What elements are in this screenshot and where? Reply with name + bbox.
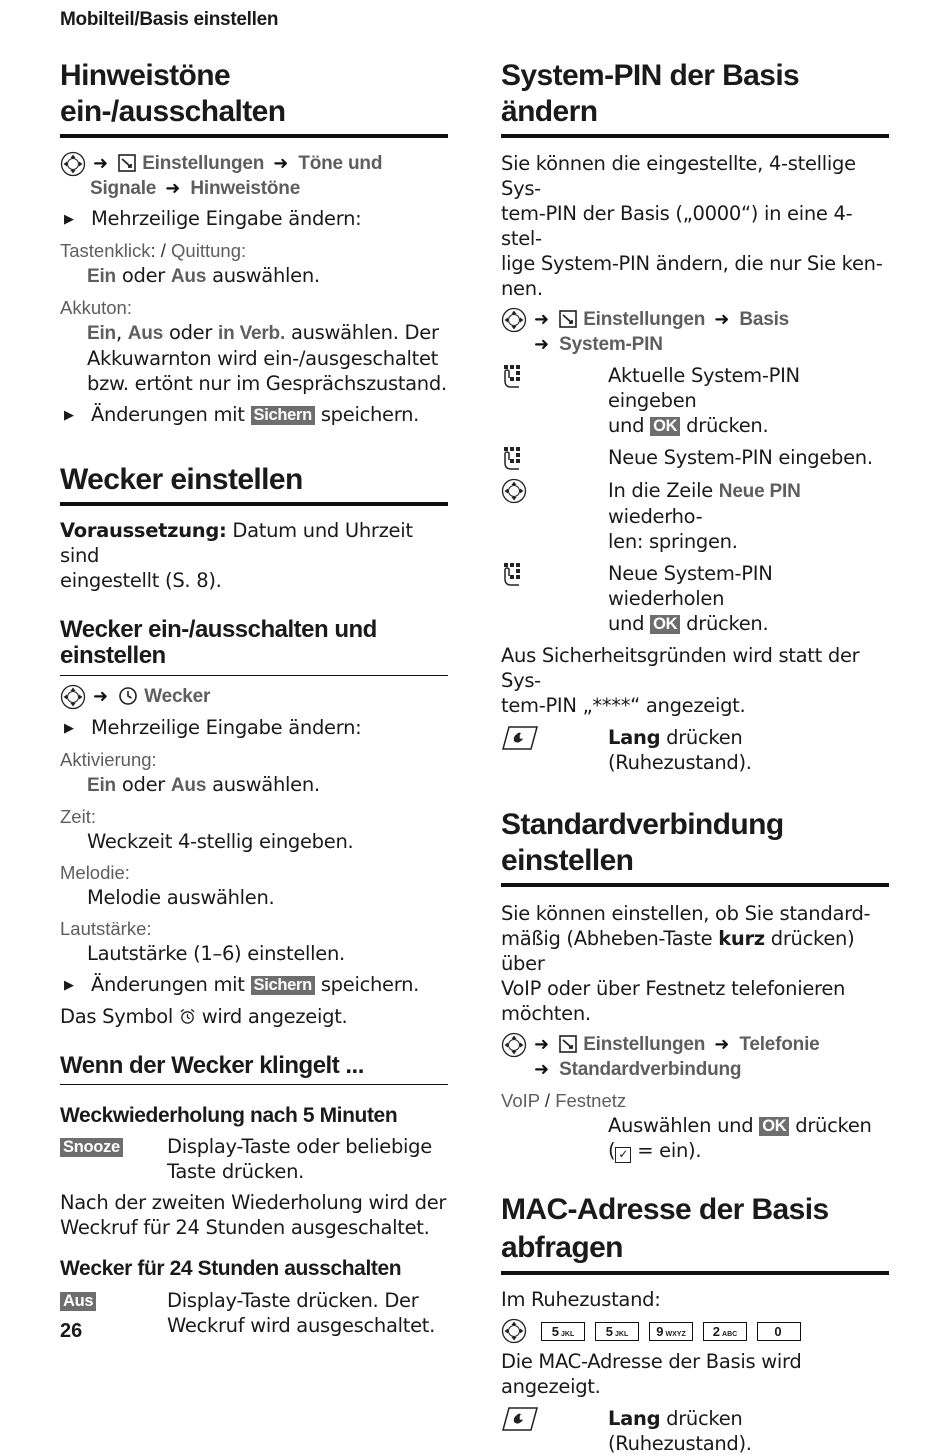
key-action-text: Display-Taste drücken. Der Weckruf wird ausgeschaltet. [167,1288,436,1337]
arrow-icon: ➜ [534,1059,550,1080]
field-label: Aktivierung: [60,748,157,770]
display-key-aus: Aus [60,1292,96,1311]
menu-item: Basis [739,309,790,330]
instruction-step [60,206,448,232]
key-action-row [501,363,889,438]
key-action-row [60,1134,448,1184]
paragraph: Nach der zweiten Wiederholung wird der Weckruf für 24 Stunden ausgeschaltet. [60,1191,447,1240]
paragraph: Die MAC-Adresse der Basis wird angezeigt. [501,1350,802,1398]
navigation-key-icon [501,478,527,504]
key-action-text: In die Zeile Neue PIN wiederho- len: springen. [608,479,801,553]
arrow-icon: ➜ [534,1034,550,1055]
display-key-ok: OK [650,615,680,634]
section-title-system-pin: System-PIN der Basis ändern [501,52,889,138]
key-action-row [501,445,889,471]
arrow-icon: ➜ [93,685,109,707]
running-header: Mobilteil/Basis einstellen [60,9,279,30]
bullet-triangle-icon: ▶ [64,720,74,736]
key-action-text: Aktuelle System-PIN eingeben und OK drücken. [608,364,800,437]
display-key-sichern: Sichern [251,976,315,995]
arrow-icon: ➜ [273,153,289,174]
display-key-ok: OK [650,417,680,436]
keypad-icon [501,561,527,587]
field-description: Lautstärke (1–6) einstellen. [87,941,345,965]
clock-icon [118,686,138,706]
display-key-sichern: Sichern [251,406,315,425]
symbol-note: Das Symbol wird angezeigt. [60,1004,348,1028]
navigation-key-icon [60,684,86,710]
key-action-text: Lang drücken (Ruhezustand). [608,726,752,774]
navigation-key-icon [60,151,86,177]
navigation-key-icon [501,1318,527,1344]
subsubsection-title: Weckwiederholung nach 5 Minuten [60,1104,398,1128]
menu-item: Wecker [144,685,211,707]
field-label: Lautstärke: [60,917,152,939]
instruction-step: ▶ Änderungen mit Sichern speichern. [60,972,448,998]
field-description: Melodie auswählen. [87,885,275,909]
menu-item: Hinweistöne [190,178,301,199]
navigation-key-icon [501,1032,527,1058]
menu-item: Telefonie [739,1034,820,1055]
paragraph: Aus Sicherheitsgründen wird statt der Sys- tem-PIN „****“ angezeigt. [501,644,860,717]
arrow-icon: ➜ [165,178,181,199]
nav-path [60,151,448,201]
key-action-row [501,725,889,775]
settings-menu-icon [559,1035,577,1053]
field-label: Melodie: [60,861,130,883]
field-label: Akkuton: [60,297,132,318]
arrow-icon: ➜ [534,334,550,355]
step-text: Mehrzeilige Eingabe ändern: [91,715,362,739]
arrow-icon: ➜ [93,153,109,174]
right-column [501,52,889,1456]
nav-path [501,307,889,357]
navigation-key-icon [501,307,527,333]
section-title-standardverbindung: Standardverbindung einstellen [501,801,889,887]
subsection-title: Wenn der Wecker klingelt ... [60,1053,448,1085]
key-action-text: Display-Taste oder beliebige Taste drücken. [167,1135,432,1184]
menu-item: Einstellungen [583,1034,706,1055]
number-key-0: 0 [757,1322,801,1341]
end-call-key-icon [501,725,539,751]
field-description: Auswählen und OK drücken ( ✓ = ein). [608,1114,872,1162]
prerequisite: Voraussetzung: Datum und Uhrzeit sind eingestellt (S. 8). [60,519,413,592]
menu-item: Töne und Signale [90,153,383,199]
bullet-triangle-icon: ▶ [64,408,74,423]
left-column [60,52,448,1338]
key-sequence [501,1318,889,1344]
field-label: Tastenklick: / Quittung: [60,240,247,261]
number-key-5: 5 JKL [595,1322,639,1341]
settings-menu-icon [559,310,577,328]
key-action-text: Lang drücken (Ruhezustand). [608,1407,752,1455]
number-key-2: 2 ABC [703,1322,747,1341]
key-action-row [501,478,889,554]
page-number: 26 [60,1320,83,1342]
menu-item: System-PIN [559,334,663,355]
nav-path [501,1032,889,1082]
arrow-icon: ➜ [534,309,550,330]
section-title-wecker: Wecker einstellen [60,456,448,506]
number-key-9: 9 WXYZ [649,1322,693,1341]
field-description: Ein, Aus oder in Verb. auswählen. Der Akkuwarnton wird ein-/ausgeschaltet bzw. ertönt nur im Gesprächszustand. [87,321,447,395]
key-action-row [501,561,889,636]
paragraph: Sie können die eingestellte, 4-stellige Sys- tem-PIN der Basis („0000“) in eine 4-stel- lige System-PIN ändern, die nur Sie ken- nen. [501,152,883,300]
field-label: VoIP / Festnetz [501,1090,627,1111]
menu-item: Einstellungen [142,153,265,174]
alarm-clock-icon [179,1008,196,1025]
field-description: Weckzeit 4-stellig eingeben. [87,829,354,853]
arrow-icon: ➜ [714,309,730,330]
key-action-text: Neue System-PIN wiederholen und OK drücken. [608,562,773,635]
menu-item: Einstellungen [583,309,706,330]
checkbox-checked-icon: ✓ [615,1147,631,1163]
subsection-title: Wecker ein-/ausschalten und einstellen [60,617,448,676]
bullet-triangle-icon: ▶ [64,977,74,993]
instruction-step [60,715,448,741]
display-key-snooze: Snooze [60,1138,123,1157]
keypad-icon [501,445,527,471]
paragraph: Im Ruhezustand: [501,1288,661,1311]
subsubsection-title: Wecker für 24 Stunden ausschalten [60,1257,402,1281]
section-title-mac-adresse: MAC-Adresse der Basis abfragen [501,1189,889,1275]
number-key-5: 5 JKL [541,1322,585,1341]
key-action-row [501,1406,889,1456]
bullet-triangle-icon: ▶ [64,212,74,227]
field-description: Ein oder Aus auswählen. [87,772,320,796]
keypad-icon [501,363,527,389]
key-action-row [60,1288,448,1338]
field-description: Ein oder Aus auswählen. [87,264,320,287]
arrow-icon: ➜ [714,1034,730,1055]
settings-menu-icon [118,154,136,172]
key-action-text: Neue System-PIN eingeben. [608,446,873,469]
section-title-hinweistoene: Hinweistöne ein-/ausschalten [60,52,448,138]
paragraph: Sie können einstellen, ob Sie standard- mäßig (Abheben-Taste kurz drücken) über VoIP oder über Festnetz telefonieren möchten. [501,902,871,1025]
display-key-ok: OK [759,1117,789,1136]
menu-item: Standardverbindung [559,1059,742,1080]
field-label: Zeit: [60,805,96,827]
instruction-step: ▶ Änderungen mit Sichern speichern. [60,402,448,428]
step-text: Mehrzeilige Eingabe ändern: [91,207,362,230]
end-call-key-icon [501,1406,539,1432]
nav-path [60,684,448,710]
